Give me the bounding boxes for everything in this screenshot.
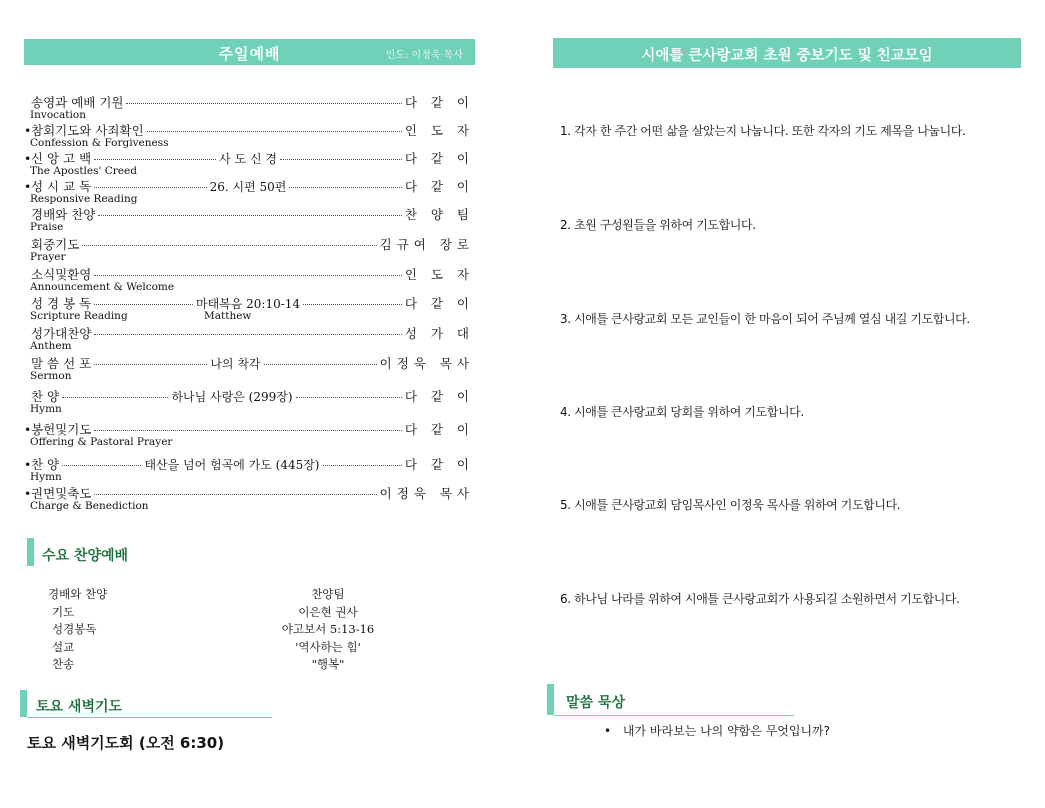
wednesday-leader: 이은현 권사 (298, 604, 358, 619)
service-item (24, 96, 474, 121)
bullet: • (604, 724, 612, 738)
leader-dots (289, 187, 401, 188)
item-title-kr: 송영과 예배 기원 (31, 95, 124, 110)
service-item (24, 423, 474, 448)
item-title-en: Scripture Reading (30, 310, 128, 322)
prayer-item: 1. 각자 한 주간 어떤 삶을 살았는지 나눕니다. 또한 각자의 기도 제목을 나눕니다. (560, 124, 966, 138)
item-mark: • (24, 151, 32, 166)
wednesday-item: 설교 (52, 639, 75, 654)
service-item (24, 487, 474, 512)
meditation-underline (554, 715, 794, 716)
item-title-kr: 참회기도와 사죄확인 (31, 123, 144, 138)
wednesday-row (48, 621, 375, 638)
item-title-en: Hymn (30, 403, 62, 415)
wednesday-leader: "행복" (311, 657, 345, 671)
item-detail-en: Matthew (204, 310, 252, 322)
item-leader: 이정욱 목사 (379, 486, 474, 501)
item-title-kr: 권면및축도 (31, 486, 92, 501)
meditation-question-row (604, 722, 830, 739)
leader-dots (94, 275, 401, 276)
service-item (24, 268, 474, 293)
service-item (24, 390, 474, 415)
item-title-en: Praise (30, 221, 64, 233)
item-leader: 다 같 이 (404, 179, 474, 194)
item-title-kr: 찬 양 (31, 389, 60, 404)
item-mark: • (24, 179, 32, 194)
item-leader: 성 가 대 (404, 326, 474, 341)
item-leader: 찬 양 팀 (404, 207, 474, 222)
leader-dots (296, 397, 402, 398)
wednesday-row (48, 586, 348, 603)
item-leader: 인 도 자 (404, 267, 474, 282)
wednesday-leader: 야고보서 5:13-16 (281, 622, 375, 636)
leader-dots (303, 304, 402, 305)
wednesday-row (48, 639, 361, 656)
leader-dots (82, 245, 376, 246)
item-title-en: Offering & Pastoral Prayer (30, 436, 173, 448)
wednesday-item: 기도 (52, 604, 75, 619)
item-leader: 이정욱 목사 (379, 356, 474, 371)
service-item (24, 238, 474, 263)
item-title-kr: 경배와 찬양 (31, 207, 96, 222)
item-leader: 다 같 이 (404, 422, 474, 437)
sunday-worship-title: 주일예배 (218, 45, 281, 63)
item-leader: 다 같 이 (404, 296, 475, 311)
wednesday-item: 찬송 (52, 657, 75, 671)
item-title-en: Announcement & Welcome (30, 281, 175, 293)
item-title-en: Anthem (30, 340, 72, 352)
item-detail: 26. 시편 50편 (209, 180, 287, 194)
item-title-en: Confession & Forgiveness (30, 137, 169, 149)
item-detail: 마태복음 20:10-14 (195, 297, 301, 311)
prayer-item: 5. 시애틀 큰사랑교회 담임목사인 이정욱 목사를 위하여 기도합니다. (560, 498, 901, 512)
leader-dots (62, 397, 168, 398)
saturday-title: 토요 새벽기도 (36, 699, 123, 715)
service-item (24, 124, 474, 149)
service-item (24, 180, 474, 205)
wednesday-accent-bar (27, 538, 34, 566)
wednesday-row (48, 656, 348, 673)
item-title-kr: 회중기도 (31, 237, 80, 252)
service-item (24, 357, 474, 382)
leader-dots (94, 334, 401, 335)
leader-dots (147, 131, 402, 132)
service-item (24, 458, 474, 483)
item-title-en: The Apostles' Creed (30, 165, 137, 177)
wednesday-leader: '역사하는 힘' (295, 639, 361, 654)
item-mark: • (24, 422, 32, 437)
item-title-en: Prayer (30, 251, 66, 263)
item-detail: 사 도 신 경 (219, 152, 277, 166)
item-leader: 다 같 이 (404, 95, 474, 110)
saturday-accent-bar (20, 690, 27, 717)
meditation-title: 말씀 묵상 (566, 695, 625, 711)
item-title-kr: 소식및환영 (31, 267, 92, 282)
leader-dots (98, 215, 401, 216)
service-item (24, 208, 474, 233)
item-title-en: Responsive Reading (30, 193, 138, 205)
item-title-en: Hymn (30, 471, 62, 483)
leader-dots (264, 364, 377, 365)
leader-dots (94, 304, 193, 305)
item-detail: 태산을 넘어 험곡에 가도 (445장) (144, 458, 320, 472)
worship-leader: 인도: 이정욱 목사 (385, 50, 463, 61)
item-mark: • (24, 486, 32, 501)
item-title-en: Invocation (30, 109, 86, 121)
prayer-item: 6. 하나님 나라를 위하여 시애틀 큰사랑교회가 사용되길 소원하면서 기도합니다. (560, 592, 960, 606)
item-title-kr: 성 시 교 독 (31, 179, 92, 194)
saturday-underline (27, 717, 272, 718)
wednesday-row (48, 604, 358, 621)
meditation-question: 내가 바라보는 나의 약함은 무엇입니까? (622, 724, 831, 738)
item-leader: 다 같 이 (404, 151, 475, 166)
leader-dots (126, 103, 401, 104)
item-title-kr: 신 앙 고 백 (31, 151, 92, 166)
leader-dots (94, 494, 376, 495)
wednesday-item: 성경봉독 (52, 622, 97, 636)
service-item (24, 152, 474, 177)
leader-dots (94, 364, 207, 365)
item-title-kr: 성 경 봉 독 (31, 296, 92, 311)
prayer-item: 2. 초원 구성원들을 위하여 기도합니다. (560, 218, 756, 232)
service-item (24, 297, 474, 322)
item-mark: • (24, 457, 32, 472)
item-title-en: Sermon (30, 370, 72, 382)
leader-dots (323, 465, 402, 466)
leader-dots (62, 465, 141, 466)
item-title-kr: 성가대찬양 (31, 326, 92, 341)
leader-dots (94, 159, 216, 160)
item-title-kr: 봉헌및기도 (31, 422, 92, 437)
item-leader: 다 같 이 (404, 389, 475, 404)
item-title-kr: 찬 양 (31, 457, 60, 472)
meditation-accent-bar (547, 684, 554, 715)
item-mark: • (24, 123, 32, 138)
item-title-en: Charge & Benediction (30, 500, 149, 512)
prayer-meeting-header (553, 38, 1021, 68)
leader-dots (280, 159, 402, 160)
sunday-worship-header (24, 39, 475, 65)
prayer-item: 3. 시애틀 큰사랑교회 모든 교인들이 한 마음이 되어 주님께 열심 내길 기도합니다. (560, 312, 970, 326)
prayer-item: 4. 시애틀 큰사랑교회 당회를 위하여 기도합니다. (560, 405, 804, 419)
prayer-meeting-title: 시애틀 큰사랑교회 초원 중보기도 및 친교모임 (641, 48, 933, 64)
item-leader: 인 도 자 (404, 123, 474, 138)
wednesday-item: 경배와 찬양 (48, 587, 108, 601)
leader-dots (94, 187, 206, 188)
item-leader: 김규여 장로 (379, 237, 474, 252)
item-detail: 하나님 사랑은 (299장) (171, 390, 293, 404)
saturday-dawn-prayer-time: 토요 새벽기도회 (오전 6:30) (27, 734, 225, 752)
service-item (24, 327, 474, 352)
wednesday-leader: 찬양팀 (311, 587, 345, 601)
item-detail: 나의 착각 (210, 357, 261, 371)
leader-dots (94, 430, 401, 431)
item-leader: 다 같 이 (404, 457, 475, 472)
item-title-kr: 말 씀 선 포 (31, 356, 92, 371)
wednesday-title: 수요 찬양예배 (42, 548, 129, 564)
